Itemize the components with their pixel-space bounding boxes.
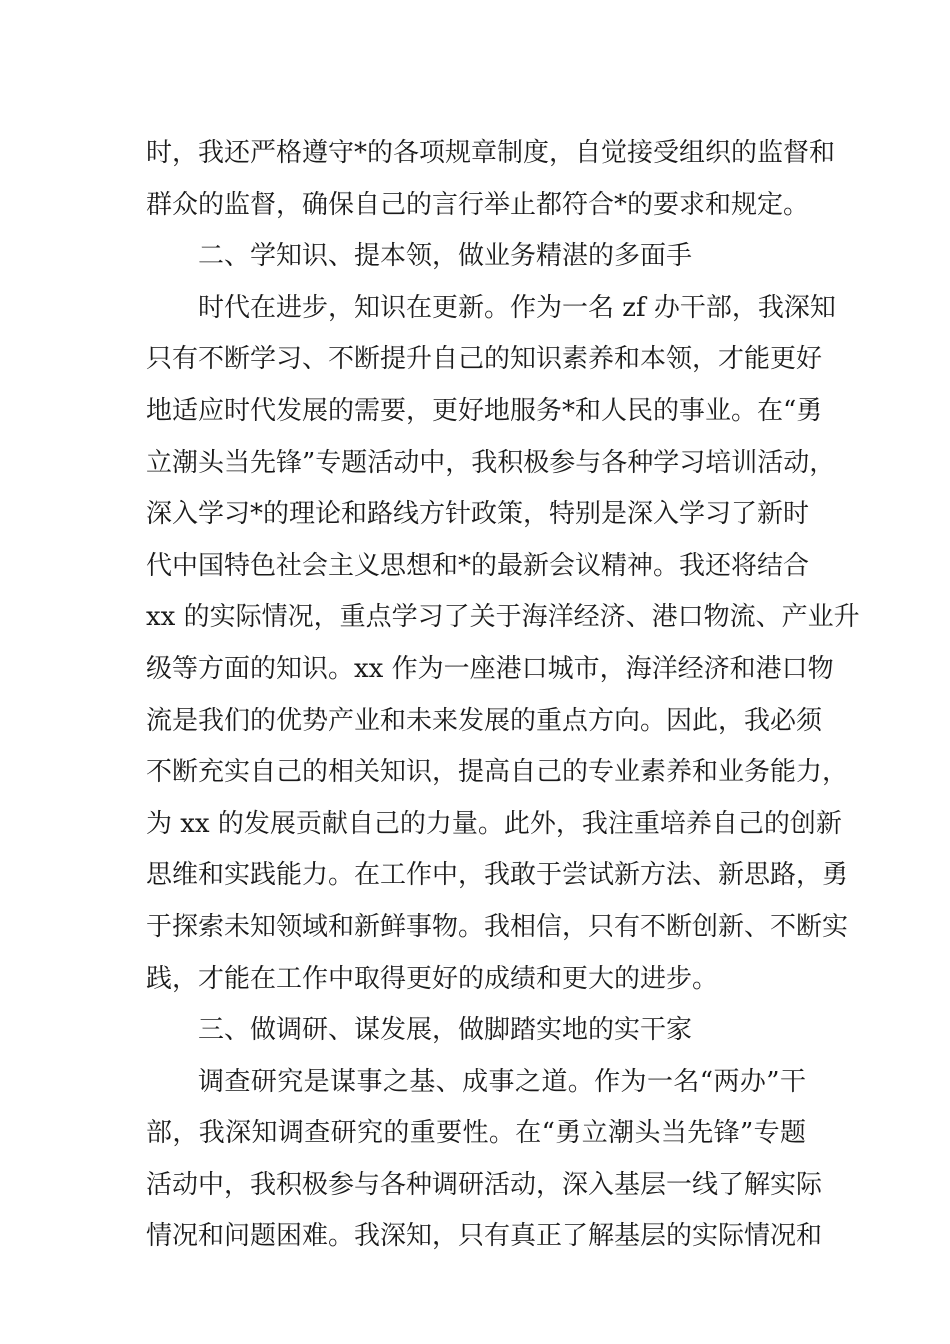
text-line: 思维和实践能力。在工作中，我敢于尝试新方法、新思路，勇 (146, 860, 849, 891)
text-line: xx 的实际情况，重点学习了关于海洋经济、港口物流、产业升 (146, 602, 860, 633)
text-line: 深入学习*的理论和路线方针政策，特别是深入学习了新时 (146, 499, 810, 530)
text-line: 时代在进步，知识在更新。作为一名 zf 办干部，我深知 (198, 292, 836, 323)
text-line: 只有不断学习、不断提升自己的知识素养和本领，才能更好 (146, 344, 823, 375)
text-line: 时，我还严格遵守*的各项规章制度，自觉接受组织的监督和 (146, 138, 836, 168)
text-line: 部，我深知调查研究的重要性。在“勇立潮头当先锋”专题 (146, 1118, 806, 1149)
text-line: 群众的监督，确保自己的言行举止都符合*的要求和规定。 (146, 189, 810, 220)
text-line: 活动中，我积极参与各种调研活动，深入基层一线了解实际 (146, 1169, 823, 1200)
document-body (146, 128, 860, 1263)
text-line: 为 xx 的发展贡献自己的力量。此外，我注重培养自己的创新 (146, 808, 842, 839)
section-heading: 二、学知识、提本领，做业务精湛的多面手 (198, 241, 693, 272)
text-line: 情况和问题困难。我深知，只有真正了解基层的实际情况和 (146, 1221, 823, 1252)
text-line: 代中国特色社会主义思想和*的最新会议精神。我还将结合 (146, 550, 810, 581)
text-line: 立潮头当先锋”专题活动中，我积极参与各种学习培训活动， (146, 447, 836, 478)
text-line: 调查研究是谋事之基、成事之道。作为一名“两办”干 (198, 1066, 806, 1097)
text-line: 于探索未知领域和新鲜事物。我相信，只有不断创新、不断实 (146, 911, 849, 942)
text-line: 地适应时代发展的需要，更好地服务*和人民的事业。在“勇 (146, 395, 823, 426)
text-line: 流是我们的优势产业和未来发展的重点方向。因此，我必须 (146, 705, 823, 736)
text-line: 级等方面的知识。xx 作为一座港口城市，海洋经济和港口物 (146, 653, 834, 684)
section-heading: 三、做调研、谋发展，做脚踏实地的实干家 (198, 1015, 693, 1046)
text-line: 践，才能在工作中取得更好的成绩和更大的进步。 (146, 963, 719, 994)
text-line: 不断充实自己的相关知识，提高自己的专业素养和业务能力， (146, 757, 849, 788)
